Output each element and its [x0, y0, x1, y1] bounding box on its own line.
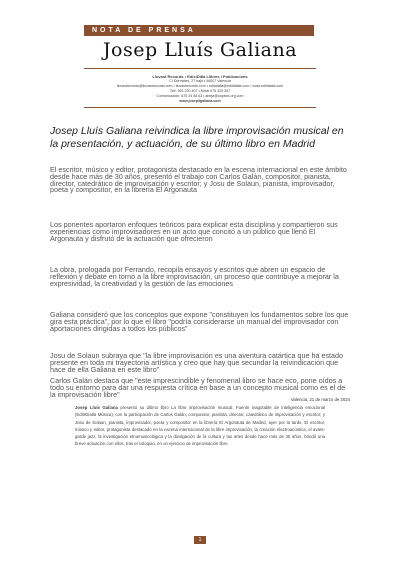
body-text-content: presentó su último libro La libre improvisación musical. Fuente inagotable de inteligencia emocional (EditrDiatla Música), con la participación de Carlos Galán, compositor, pianista, director, catedrático de improvisación y escritor; y Josu de Solaun, pianista, improvisador, poeta y compositor en la librería El Argonauta de Madrid, ayer por la tarde. El escritor, músico y editor, protagonista destacado en la escena internacional de la libre improvisación, la creación electroacústica, el avant-garde jazz, la investigación etnomusicológica y la divulgación de la cultura y las artes desde hace más de 30 años, brindó una breve actuación con ellos, tras el coloquio, en un ejercicio de improvisación libre. [75, 405, 325, 447]
author-logo: Josep Lluís Galiana [102, 39, 298, 61]
page-number: 1 [194, 536, 206, 544]
press-release-banner: NOTA DE PRENSA [84, 25, 314, 36]
paragraph-2: Los ponentes aportaron enfoques teóricos para explicar esta disciplina y compartieron sus experiencias como improvisadores en un acto que concitó a un público que llenó El Argonauta y disfrutó de la actuación que ofrecieron [50, 220, 338, 243]
contact-line-phone: Telf. 963 230 407 • Móvil 675 329 307 [169, 89, 231, 93]
headline: Josep Lluís Galiana reivindica la libre improvisación musical en la presentación, y actuación, de su último libro en Madrid [50, 125, 344, 150]
contact-line-website[interactable]: www.josepllgaliana.com [179, 99, 221, 103]
contact-line-company: Lluvast Records • EdiciDitla Llibres i Publicacions [152, 74, 248, 79]
header-rule-bottom [84, 107, 316, 108]
paragraph-5: Josu de Solaun subraya que "la libre improvisación es una aventura catártica que ha estado presente en toda mi trayectoria artística y creo que hay que secundar la reivindicación que hace de ella Galiana en este libro" [50, 351, 344, 374]
contact-block [0, 74, 400, 104]
contact-line-emails[interactable]: lluvastrecords@lluvastrecords.com • lluvastrecords.com • editdiatla@editdiatla.com • www.editdiatla.com [116, 84, 284, 88]
contact-line-address: C/ Dormides, 27 bajo • 46007 Valencia [169, 79, 231, 83]
body-text [75, 404, 325, 448]
paragraph-6: Carlos Galán destaca que "este imprescindible y fenomenal libro se hace eco, pone oídos a todo su entorno para dar una respuesta crítica en base a un concepto musical como es el de la improvisación libre" [50, 376, 346, 399]
contact-line-communication: Comunicación: 675 34 48 63 • abeja@zapbox.org.com [156, 94, 244, 98]
dateline: Valencia, 21 de marzo de 2024 [290, 397, 350, 402]
paragraph-1: El escritor, músico y editor, protagonista destacado en la escena internacional en este ámbito desde hace más de 30 años, presentó el trabajo con Carlos Galán, compositor, pianista, director, catedrático de improvisación y escritor; y Josu de Solaun, pianista, improvisador, poeta y compositor, en la librería El Argonauta [50, 165, 347, 195]
body-author: Josep Lluís Galiana [75, 405, 118, 410]
paragraph-4: Galiana consideró que los conceptos que expone "constituyen los fundamentos sobre los que gira esta práctica", por lo que el libro "podría considerarse un manual del improvisador con aportaciones dirigidas a todos los públicos" [50, 310, 349, 333]
header-rule-top [84, 68, 316, 69]
paragraph-3: La obra, prologada por Ferrando, recopila ensayos y escritos que abren un espacio de reflexión y debate en torno a la libre improvisación, un proceso que contribuye a mejorar la expresividad, la creatividad y la gestión de las emociones [50, 265, 339, 288]
